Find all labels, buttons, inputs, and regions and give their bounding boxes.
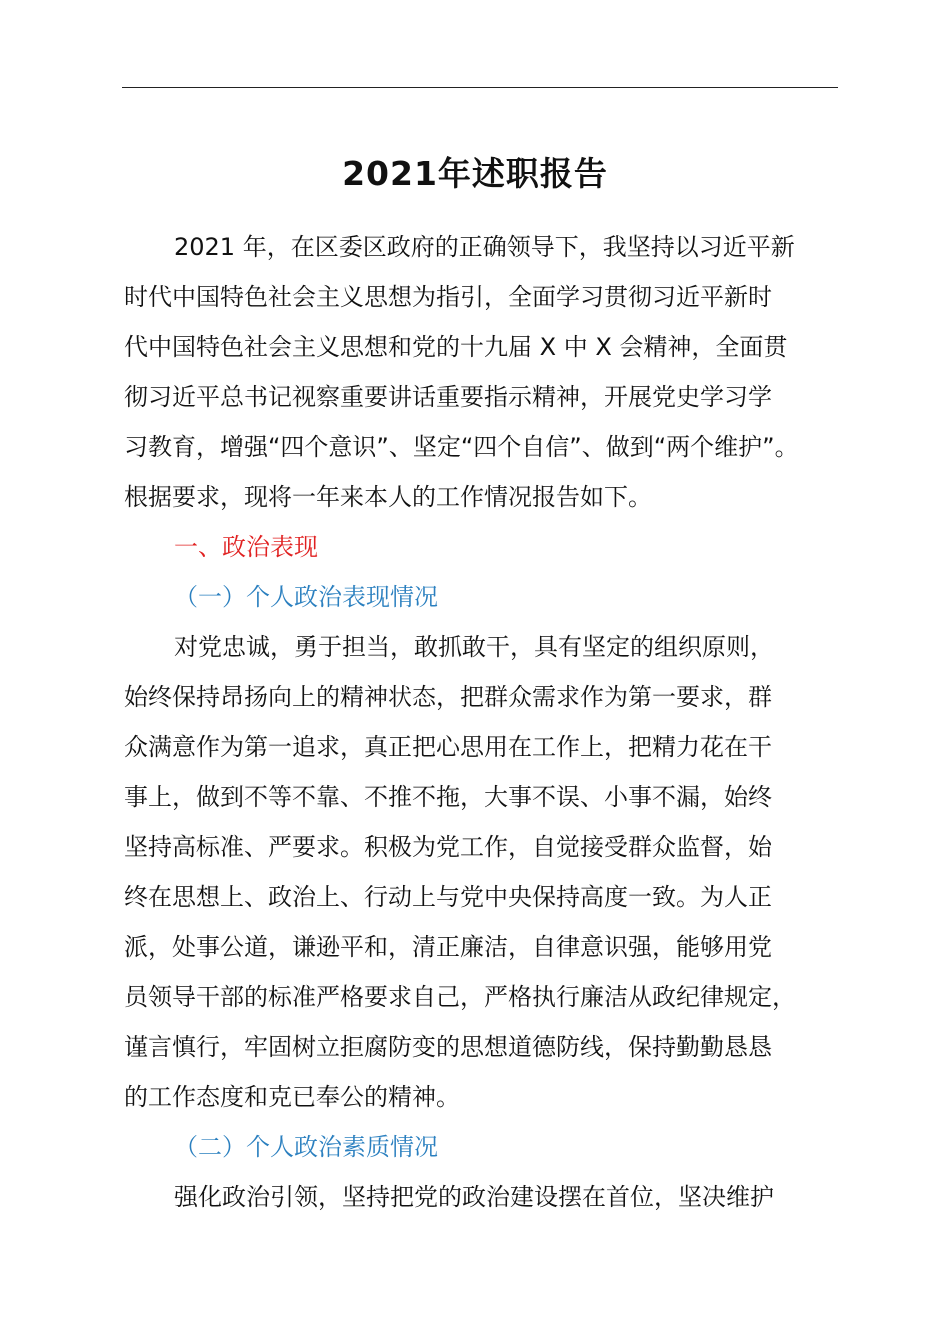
document-title: 2021年述职报告: [342, 154, 608, 193]
subsection-1-line-3: 众满意作为第一追求，真正把心思用在工作上，把精力花在干: [124, 733, 772, 761]
subsection-1-line-10: 的工作态度和克已奉公的精神。: [124, 1083, 460, 1111]
subsection-heading-1: （一）个人政治表现情况: [174, 583, 438, 611]
subsection-1-line-5: 坚持高标准、严要求。积极为党工作，自觉接受群众监督，始: [124, 833, 772, 861]
section-heading-political-performance: 一、政治表现: [174, 533, 318, 561]
intro-line-4: 彻习近平总书记视察重要讲话重要指示精神，开展党史学习学: [124, 383, 772, 411]
subsection-2-line-1: 强化政治引领，坚持把党的政治建设摆在首位，坚决维护: [174, 1183, 774, 1211]
subsection-1-line-7: 派，处事公道，谦逊平和，清正廉洁，自律意识强，能够用党: [124, 933, 772, 961]
intro-line-6: 根据要求，现将一年来本人的工作情况报告如下。: [124, 483, 652, 511]
intro-line-3: 代中国特色社会主义思想和党的十九届 X 中 X 会精神，全面贯: [124, 333, 788, 361]
intro-line-5: 习教育，增强“四个意识”、坚定“四个自信”、做到“两个维护”。: [124, 433, 799, 461]
subsection-1-line-4: 事上，做到不等不靠、不推不拖，大事不误、小事不漏，始终: [124, 783, 772, 811]
subsection-1-line-2: 始终保持昂扬向上的精神状态，把群众需求作为第一要求，群: [124, 683, 772, 711]
subsection-1-line-6: 终在思想上、政治上、行动上与党中央保持高度一致。为人正: [124, 883, 772, 911]
subsection-1-line-8: 员领导干部的标准严格要求自己，严格执行廉洁从政纪律规定，: [124, 983, 796, 1011]
subsection-1-line-1: 对党忠诚，勇于担当，敢抓敢干，具有坚定的组织原则，: [174, 633, 774, 661]
subsection-1-line-9: 谨言慎行，牢固树立拒腐防变的思想道德防线，保持勤勤恳恳: [124, 1033, 772, 1061]
intro-line-2: 时代中国特色社会主义思想为指引，全面学习贯彻习近平新时: [124, 283, 772, 311]
header-rule: [122, 87, 838, 88]
subsection-heading-2: （二）个人政治素质情况: [174, 1133, 438, 1161]
intro-line-1: 2021 年，在区委区政府的正确领导下，我坚持以习近平新: [174, 233, 795, 261]
